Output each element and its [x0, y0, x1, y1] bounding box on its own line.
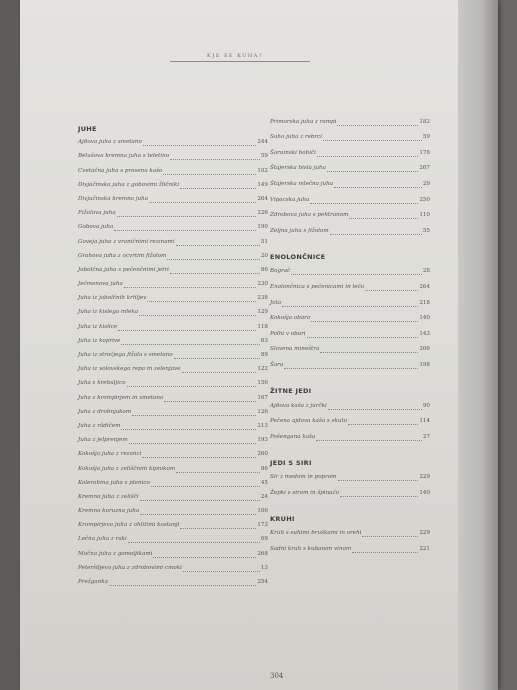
index-entry [270, 222, 430, 238]
page-ref: 59 [422, 134, 430, 141]
page-ref: 96 [260, 465, 268, 472]
index-entry [270, 428, 430, 444]
page-ref: 267 [419, 165, 430, 172]
index-entry [78, 461, 268, 475]
dot-leader [330, 234, 422, 235]
dot-leader [109, 585, 256, 586]
page-ref: 206 [419, 346, 430, 353]
dot-leader [284, 368, 418, 369]
page-ref: 260 [257, 451, 268, 458]
page-ref: 27 [422, 433, 430, 440]
header-rule [170, 61, 310, 62]
dot-leader [349, 218, 418, 219]
index-entry [270, 540, 430, 556]
dot-leader [117, 216, 257, 217]
recipe-name: Goveja juha z vraničnimi rezinami [78, 238, 175, 245]
recipe-name: Juha iz volovskega repa in zelenjave [78, 366, 181, 373]
recipe-name: Ječmenova juha [78, 281, 123, 288]
dot-leader [182, 372, 257, 373]
recipe-name: Slovena mineštra [270, 346, 320, 353]
dot-leader [291, 274, 422, 275]
dot-leader [143, 145, 257, 146]
section-title-enoloncnice: ENOLONČNICE [270, 252, 326, 261]
recipe-name: Primorska juha z rampi [270, 118, 337, 125]
page-ref: 167 [257, 394, 268, 401]
dot-leader [362, 536, 418, 537]
dot-leader [167, 259, 259, 260]
dot-leader [140, 500, 260, 501]
recipe-name: Juha iz kislega mleka [78, 309, 139, 316]
page-ref: 268 [257, 550, 268, 557]
page-ref: 114 [419, 418, 430, 425]
page-ref: 238 [257, 295, 268, 302]
page-ref: 69 [260, 536, 268, 543]
dot-leader [147, 301, 256, 302]
section-entries-kruhi [270, 525, 430, 556]
index-entry [78, 476, 268, 490]
section-title-zitne-jedi: ŽITNE JEDI [270, 386, 312, 395]
recipe-name: Juha s krebuljico [78, 380, 126, 387]
page-ref: 226 [257, 210, 268, 217]
index-entry [270, 207, 430, 223]
page-ref: 182 [419, 118, 430, 125]
dot-leader [311, 321, 418, 322]
recipe-name: Grahova juha z ocvrtim fižolom [78, 252, 167, 259]
dot-leader [282, 306, 418, 307]
page-ref: 264 [419, 283, 430, 290]
recipe-name: Kruh s suhimi bruškami in orehi [270, 530, 362, 537]
recipe-name: Pečena ajdova kaša s skuto [270, 418, 348, 425]
dot-leader [121, 344, 260, 345]
page-ref: 13 [260, 564, 268, 571]
page-ref: 59 [260, 153, 268, 160]
recipe-name: Močna juha z gomoljikami [78, 550, 153, 557]
dot-leader [132, 415, 256, 416]
page-ref: 173 [257, 522, 268, 529]
recipe-name: Juha s krompirjem in smetano [78, 394, 164, 401]
page-ref: 140 [419, 489, 430, 496]
index-entry [270, 294, 430, 310]
dot-leader [307, 337, 419, 338]
index-entry [270, 263, 430, 279]
page-ref: 149 [257, 181, 268, 188]
dot-leader [176, 245, 260, 246]
index-entry [78, 135, 268, 149]
recipe-name: Kremna koruzna juha [78, 508, 140, 515]
dot-leader [129, 443, 257, 444]
index-entry [78, 362, 268, 376]
recipe-name: Štajerska mlečna juha [270, 180, 334, 187]
dot-leader [164, 401, 256, 402]
page-ref: 178 [419, 149, 430, 156]
page-ref: 55 [422, 227, 430, 234]
page-ref: 89 [260, 352, 268, 358]
dot-leader [140, 514, 256, 515]
recipe-name: Štajerska bisla juha [270, 165, 326, 172]
recipe-name: Polhi v obari [270, 330, 306, 337]
index-entry [270, 413, 430, 429]
page-number: 304 [270, 672, 284, 680]
index-entry [78, 149, 268, 163]
recipe-name: Peteršiljeva juha z zdrobovimi cmoki [78, 564, 182, 571]
recipe-name: Zdrobova juha s pehtranom [270, 212, 349, 219]
index-entry [270, 397, 430, 413]
index-entry [270, 356, 430, 372]
page-ref: 86 [260, 266, 268, 273]
page-ref: 51 [260, 238, 268, 245]
recipe-name: Suha juha z rebrci [270, 134, 323, 141]
index-entry [78, 532, 268, 546]
recipe-name: Juha iz koprive [78, 337, 121, 344]
page-ref: 129 [257, 309, 268, 316]
index-entry [78, 490, 268, 504]
recipe-name: Sadni kruh s kubanim vinom [270, 546, 352, 553]
dot-leader [310, 203, 418, 204]
dot-leader [139, 315, 256, 316]
recipe-name: Sir z medom in poprom [270, 474, 337, 481]
dot-leader [180, 188, 256, 189]
recipe-name: Ajdova juha z smetano [78, 139, 142, 146]
index-entry [78, 319, 268, 333]
page-ref: 106 [257, 508, 268, 515]
page-ref: 126 [257, 408, 268, 415]
index-entry [78, 192, 268, 206]
page-ref: 110 [419, 212, 430, 219]
recipe-name: Krompirjeva juha z ohlitimi kostanji [78, 522, 180, 529]
dot-leader [334, 187, 422, 188]
running-header: KJE SE KUHA? [206, 53, 264, 59]
dot-leader [153, 557, 256, 558]
index-entry [78, 575, 268, 589]
page-ref: 143 [419, 330, 430, 337]
recipe-name: Juha z jelprenjem [78, 437, 128, 444]
dot-leader [121, 429, 256, 430]
dot-leader [127, 386, 257, 387]
recipe-name: Juha z drobnjakom [78, 408, 132, 415]
section-entries-enoloncnice [270, 263, 430, 372]
section-entries-jedi-s-siri [270, 469, 430, 500]
index-entry [78, 376, 268, 390]
index-entry [270, 525, 430, 541]
page-ref: 118 [257, 323, 268, 330]
recipe-name: Belušova kremna juha s teletino [78, 153, 170, 160]
index-entry [78, 419, 268, 433]
index-entry [78, 546, 268, 560]
dot-leader [337, 125, 418, 126]
index-column-right [270, 113, 430, 556]
index-entry [270, 129, 430, 145]
dot-leader [174, 358, 260, 359]
index-entry [78, 263, 268, 277]
index-entry [78, 504, 268, 518]
dot-leader [124, 287, 256, 288]
recipe-name: Kokošja juha z rezanci [78, 451, 142, 458]
section-title-kruhi: KRUHI [270, 514, 295, 523]
index-entry [270, 191, 430, 207]
recipe-name: Ajdova kaša z jurčki [270, 402, 327, 409]
index-entry [78, 334, 268, 348]
page-ref: 156 [257, 380, 268, 387]
recipe-name: Juha iz stročjega fižola s smetano [78, 352, 173, 358]
page-ref: 28 [422, 268, 430, 275]
index-entry [270, 341, 430, 357]
recipe-name: Prežganka [78, 579, 108, 585]
recipe-name: Bograč [270, 268, 291, 275]
dot-leader [316, 440, 422, 441]
page-ref: 193 [257, 437, 268, 444]
dot-leader [149, 202, 256, 203]
dot-leader [170, 273, 260, 274]
index-entry [270, 175, 430, 191]
recipe-name: Fižolova juha [78, 210, 116, 217]
dot-leader [114, 230, 256, 231]
index-entry [78, 178, 268, 192]
recipe-name: Zeljna juha s fižolom [270, 227, 329, 234]
index-column-left [78, 124, 268, 589]
page-ref: 140 [419, 315, 430, 322]
index-entry [78, 447, 268, 461]
recipe-name: Cvetačna juha s prosenо kašo [78, 167, 163, 174]
section-gap [270, 444, 430, 458]
recipe-name: Pošengana kaša [270, 433, 316, 440]
index-entry [78, 433, 268, 447]
page-ref: 230 [257, 281, 268, 288]
page-ref: 24 [260, 493, 268, 500]
index-entry [78, 405, 268, 419]
recipe-name: Divjačinska juha z gobovimi žličniki [78, 181, 180, 188]
section-gap [270, 372, 430, 386]
section-gap [270, 500, 430, 514]
index-entry [270, 160, 430, 176]
index-entry [78, 206, 268, 220]
index-entry [78, 277, 268, 291]
dot-leader [118, 330, 256, 331]
page-ref: 29 [422, 180, 430, 187]
index-entry [78, 291, 268, 305]
page-ref: 218 [419, 299, 430, 306]
recipe-name: Gobova juha [78, 224, 114, 231]
dot-leader [163, 174, 256, 175]
index-entry [270, 325, 430, 341]
page-ref: 244 [257, 139, 268, 146]
page-ref: 250 [419, 196, 430, 203]
page-ref: 102 [257, 167, 268, 174]
index-entry [78, 518, 268, 532]
dot-leader [323, 140, 422, 141]
dot-leader [128, 542, 260, 543]
recipe-name: Kolerabina juha s plenico [78, 479, 150, 486]
dot-leader [183, 571, 260, 572]
index-entry [270, 113, 430, 129]
dot-leader [176, 472, 260, 473]
recipe-name: Kremna juha z zelišči [78, 493, 139, 500]
index-entry [78, 305, 268, 319]
page-ref: 213 [257, 422, 268, 429]
dot-leader [352, 552, 418, 553]
recipe-name: Šara [270, 361, 284, 368]
index-entry [78, 348, 268, 362]
book-page [20, 0, 498, 690]
index-entry [78, 561, 268, 575]
index-entry [78, 234, 268, 248]
dot-leader [348, 424, 418, 425]
dot-leader [180, 528, 256, 529]
dot-leader [338, 480, 419, 481]
section-gap [270, 238, 430, 252]
index-entry [270, 469, 430, 485]
page-ref: 20 [260, 252, 268, 259]
recipe-name: Žepki s sirom in špinačo [270, 489, 340, 496]
page-ref: 45 [260, 479, 268, 486]
index-entry [78, 390, 268, 404]
recipe-name: Šaruinski bobiči [270, 149, 316, 156]
section-entries-juhe [78, 135, 268, 589]
dot-leader [151, 486, 260, 487]
page-ref: 190 [257, 224, 268, 231]
recipe-name: Divjačinska kremna juha [78, 195, 149, 202]
dot-leader [328, 409, 422, 410]
section-entries-juhe-continued [270, 113, 430, 238]
index-entry [78, 220, 268, 234]
index-entry [270, 484, 430, 500]
recipe-name: Lečna juha z raki [78, 536, 127, 543]
index-entry [270, 278, 430, 294]
dot-leader [327, 171, 418, 172]
page-ref: 63 [260, 337, 268, 344]
page-ref: 198 [419, 361, 430, 368]
section-entries-zitne-jedi [270, 397, 430, 444]
dot-leader [170, 159, 260, 160]
index-entry [78, 163, 268, 177]
page-ref: 90 [422, 402, 430, 409]
section-title-juhe: JUHE [78, 125, 97, 133]
page-stack-edge [458, 0, 498, 690]
recipe-name: Juha iz kislice [78, 323, 118, 330]
page-ref: 264 [257, 195, 268, 202]
dot-leader [340, 496, 418, 497]
page-ref: 229 [419, 474, 430, 481]
recipe-name: Kokošja juha z zeliščnim kipnikom [78, 465, 176, 472]
recipe-name: Juha iz jabolčnih krhljev [78, 295, 147, 302]
dot-leader [320, 352, 418, 353]
index-entry [270, 144, 430, 160]
dot-leader [365, 290, 418, 291]
index-entry [78, 249, 268, 263]
page-ref: 122 [257, 366, 268, 373]
recipe-name: Juha z rădičem [78, 422, 121, 429]
page-ref: 229 [419, 530, 430, 537]
dot-leader [317, 156, 418, 157]
page-ref: 221 [419, 546, 430, 553]
dot-leader [142, 457, 256, 458]
recipe-name: Jota [270, 299, 282, 306]
recipe-name: Kokošja obara [270, 315, 311, 322]
section-title-jedi-s-siri: JEDI S SIRI [270, 458, 312, 467]
recipe-name: Enolončnica s pečenicami in lečo [270, 283, 365, 290]
recipe-name: Vipacska juha [270, 196, 310, 203]
page-ref: 254 [257, 579, 268, 585]
recipe-name: Jabolčna juha s pečenčnimi jetri [78, 266, 169, 273]
index-entry [270, 310, 430, 326]
